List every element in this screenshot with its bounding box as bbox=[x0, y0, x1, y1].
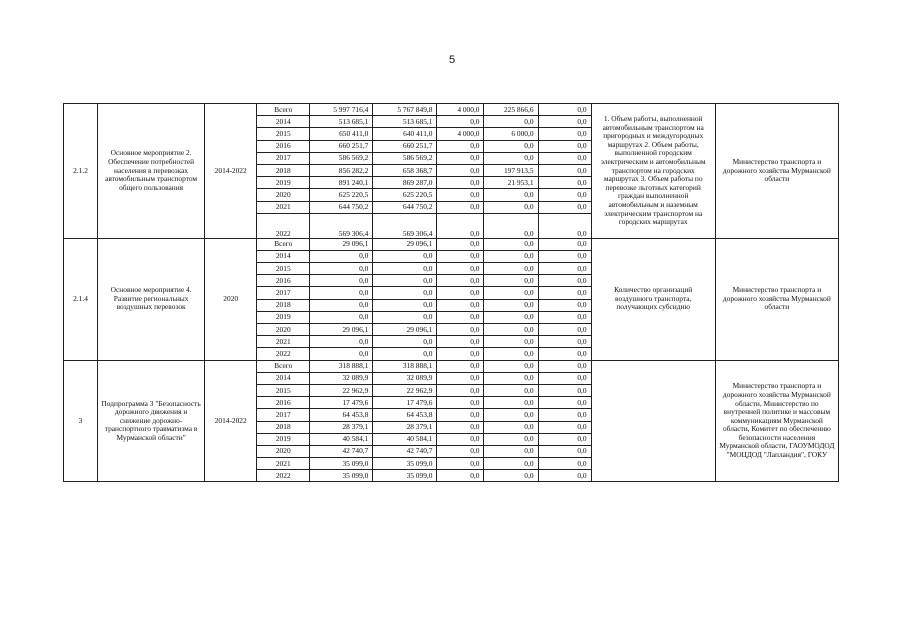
year-cell: 2014 bbox=[257, 116, 310, 128]
amount-cell: 513 685,1 bbox=[310, 116, 373, 128]
amount-cell: 0,0 bbox=[538, 164, 591, 176]
year-cell: 2014 bbox=[257, 250, 310, 262]
amount-cell: 0,0 bbox=[538, 104, 591, 116]
amount-cell: 0,0 bbox=[538, 421, 591, 433]
year-cell: 2015 bbox=[257, 384, 310, 396]
table-row bbox=[64, 104, 839, 116]
amount-cell: 644 750,2 bbox=[310, 201, 373, 213]
page-number: 5 bbox=[448, 54, 456, 66]
amount-cell: 0,0 bbox=[310, 263, 373, 275]
year-cell: 2016 bbox=[257, 397, 310, 409]
amount-cell: 586 569,2 bbox=[373, 152, 437, 164]
amount-cell: 0,0 bbox=[437, 238, 484, 250]
amount-cell: 4 000,0 bbox=[437, 128, 484, 140]
amount-cell: 0,0 bbox=[437, 384, 484, 396]
amount-cell: 28 379,1 bbox=[310, 421, 373, 433]
amount-cell: 0,0 bbox=[437, 324, 484, 336]
amount-cell: 0,0 bbox=[484, 116, 538, 128]
amount-cell: 0,0 bbox=[437, 275, 484, 287]
amount-cell: 0,0 bbox=[484, 433, 538, 445]
amount-cell: 0,0 bbox=[538, 397, 591, 409]
amount-cell: 0,0 bbox=[437, 311, 484, 323]
amount-cell: 0,0 bbox=[437, 348, 484, 360]
amount-cell: 17 479,6 bbox=[310, 397, 373, 409]
year-cell: 2017 bbox=[257, 152, 310, 164]
amount-cell: 0,0 bbox=[373, 348, 437, 360]
program-period-cell: 2014-2022 bbox=[205, 360, 257, 482]
amount-cell: 0,0 bbox=[538, 201, 591, 213]
year-cell: 2016 bbox=[257, 275, 310, 287]
amount-cell: 0,0 bbox=[484, 384, 538, 396]
amount-cell: 660 251,7 bbox=[310, 140, 373, 152]
amount-cell: 0,0 bbox=[437, 116, 484, 128]
amount-cell: 0,0 bbox=[484, 299, 538, 311]
amount-cell: 35 099,0 bbox=[373, 458, 437, 470]
executor-cell: Министерство транспорта и дорожного хозяйства Мурманской области, Министерство по внутренней политике и массовым коммуникациям Мурманской области, Комитет по обеспечению безопасности населения Мурманской области, ГАОУМОДОД "МОЦДОД "Лапландия", ГОКУ bbox=[715, 360, 838, 482]
amount-cell: 0,0 bbox=[538, 189, 591, 201]
executor-cell: Министерство транспорта и дорожного хозяйства Мурманской области bbox=[715, 104, 838, 239]
amount-cell: 64 453,8 bbox=[310, 409, 373, 421]
amount-cell: 0,0 bbox=[484, 213, 538, 238]
amount-cell: 0,0 bbox=[538, 324, 591, 336]
amount-cell: 0,0 bbox=[373, 311, 437, 323]
indicator-cell: 1. Объем работы, выполненной автомобильным транспортом на пригородных и междугородных маршрутах 2. Объем работы, выполненной городским электрическим и автомобильным транспортом на городских маршрутах 3. Объем работы по перевозке льготных категорий граждан выполненной автомобильным и наземным электрическим транспортом на городских маршрутах bbox=[591, 104, 715, 239]
amount-cell: 225 866,6 bbox=[484, 104, 538, 116]
amount-cell: 0,0 bbox=[538, 299, 591, 311]
program-period-cell: 2014-2022 bbox=[205, 104, 257, 239]
amount-cell: 0,0 bbox=[437, 445, 484, 457]
amount-cell: 0,0 bbox=[437, 372, 484, 384]
amount-cell: 32 089,9 bbox=[373, 372, 437, 384]
amount-cell: 0,0 bbox=[437, 458, 484, 470]
amount-cell: 0,0 bbox=[538, 372, 591, 384]
amount-cell: 0,0 bbox=[538, 348, 591, 360]
amount-cell: 0,0 bbox=[437, 201, 484, 213]
amount-cell: 569 306,4 bbox=[373, 213, 437, 238]
year-cell: 2020 bbox=[257, 189, 310, 201]
amount-cell: 0,0 bbox=[484, 360, 538, 372]
amount-cell: 0,0 bbox=[538, 445, 591, 457]
amount-cell: 658 368,7 bbox=[373, 164, 437, 176]
amount-cell: 0,0 bbox=[538, 238, 591, 250]
budget-table bbox=[63, 103, 839, 482]
year-cell: 2022 bbox=[257, 470, 310, 482]
amount-cell: 660 251,7 bbox=[373, 140, 437, 152]
amount-cell: 891 240,1 bbox=[310, 177, 373, 189]
amount-cell: 0,0 bbox=[484, 324, 538, 336]
amount-cell: 0,0 bbox=[373, 287, 437, 299]
amount-cell: 0,0 bbox=[538, 263, 591, 275]
year-cell: 2018 bbox=[257, 164, 310, 176]
amount-cell: 0,0 bbox=[437, 421, 484, 433]
amount-cell: 40 584,1 bbox=[373, 433, 437, 445]
year-cell: 2018 bbox=[257, 421, 310, 433]
amount-cell: 0,0 bbox=[538, 409, 591, 421]
amount-cell: 0,0 bbox=[437, 287, 484, 299]
year-cell: Всего bbox=[257, 238, 310, 250]
program-period-cell: 2020 bbox=[205, 238, 257, 360]
table-row bbox=[64, 360, 839, 372]
amount-cell: 0,0 bbox=[437, 409, 484, 421]
amount-cell: 29 096,1 bbox=[373, 324, 437, 336]
amount-cell: 0,0 bbox=[437, 250, 484, 262]
indicator-cell: Количество организаций воздушного транспорта, получающих субсидию bbox=[591, 238, 715, 360]
amount-cell: 0,0 bbox=[484, 445, 538, 457]
year-cell: 2017 bbox=[257, 409, 310, 421]
amount-cell: 6 000,0 bbox=[484, 128, 538, 140]
amount-cell: 0,0 bbox=[484, 250, 538, 262]
amount-cell: 318 888,1 bbox=[373, 360, 437, 372]
amount-cell: 0,0 bbox=[484, 348, 538, 360]
amount-cell: 0,0 bbox=[538, 470, 591, 482]
amount-cell: 42 740,7 bbox=[373, 445, 437, 457]
amount-cell: 0,0 bbox=[484, 238, 538, 250]
year-cell: 2021 bbox=[257, 458, 310, 470]
amount-cell: 513 685,1 bbox=[373, 116, 437, 128]
amount-cell: 0,0 bbox=[538, 458, 591, 470]
amount-cell: 625 220,5 bbox=[310, 189, 373, 201]
amount-cell: 0,0 bbox=[437, 299, 484, 311]
amount-cell: 0,0 bbox=[310, 336, 373, 348]
amount-cell: 197 913,5 bbox=[484, 164, 538, 176]
program-code-cell: 2.1.2 bbox=[64, 104, 98, 239]
amount-cell: 318 888,1 bbox=[310, 360, 373, 372]
year-cell: 2021 bbox=[257, 336, 310, 348]
program-name-cell: Основное мероприятие 4. Развитие региональных воздушных перевозок bbox=[98, 238, 205, 360]
program-name-cell: Подпрограмма 3 "Безопасность дорожного движения и снижение дорожно-транспортного травматизма в Мурманской области" bbox=[98, 360, 205, 482]
amount-cell: 29 096,1 bbox=[373, 238, 437, 250]
amount-cell: 22 962,9 bbox=[310, 384, 373, 396]
amount-cell: 869 287,0 bbox=[373, 177, 437, 189]
amount-cell: 0,0 bbox=[437, 470, 484, 482]
amount-cell: 0,0 bbox=[437, 189, 484, 201]
year-cell: 2019 bbox=[257, 177, 310, 189]
amount-cell: 0,0 bbox=[484, 397, 538, 409]
amount-cell: 0,0 bbox=[484, 311, 538, 323]
indicator-cell bbox=[591, 360, 715, 482]
amount-cell: 0,0 bbox=[437, 164, 484, 176]
amount-cell: 29 096,1 bbox=[310, 324, 373, 336]
program-code-cell: 2.1.4 bbox=[64, 238, 98, 360]
amount-cell: 0,0 bbox=[538, 116, 591, 128]
amount-cell: 0,0 bbox=[437, 152, 484, 164]
amount-cell: 0,0 bbox=[310, 275, 373, 287]
amount-cell: 4 000,0 bbox=[437, 104, 484, 116]
amount-cell: 22 962,9 bbox=[373, 384, 437, 396]
executor-cell: Министерство транспорта и дорожного хозяйства Мурманской области bbox=[715, 238, 838, 360]
amount-cell: 0,0 bbox=[484, 409, 538, 421]
amount-cell: 0,0 bbox=[484, 263, 538, 275]
amount-cell: 0,0 bbox=[538, 336, 591, 348]
amount-cell: 0,0 bbox=[437, 336, 484, 348]
year-cell: 2020 bbox=[257, 324, 310, 336]
amount-cell: 17 479,6 bbox=[373, 397, 437, 409]
amount-cell: 42 740,7 bbox=[310, 445, 373, 457]
amount-cell: 28 379,1 bbox=[373, 421, 437, 433]
table-row bbox=[64, 238, 839, 250]
amount-cell: 5 767 849,8 bbox=[373, 104, 437, 116]
year-cell: 2019 bbox=[257, 311, 310, 323]
amount-cell: 0,0 bbox=[437, 360, 484, 372]
amount-cell: 0,0 bbox=[538, 384, 591, 396]
amount-cell: 0,0 bbox=[437, 140, 484, 152]
amount-cell: 0,0 bbox=[437, 397, 484, 409]
year-cell: Всего bbox=[257, 104, 310, 116]
amount-cell: 0,0 bbox=[373, 336, 437, 348]
amount-cell: 0,0 bbox=[538, 152, 591, 164]
amount-cell: 0,0 bbox=[484, 275, 538, 287]
amount-cell: 586 569,2 bbox=[310, 152, 373, 164]
amount-cell: 569 306,4 bbox=[310, 213, 373, 238]
amount-cell: 0,0 bbox=[538, 275, 591, 287]
year-cell: 2022 bbox=[257, 348, 310, 360]
amount-cell: 856 282,2 bbox=[310, 164, 373, 176]
amount-cell: 0,0 bbox=[437, 263, 484, 275]
amount-cell: 0,0 bbox=[437, 177, 484, 189]
amount-cell: 0,0 bbox=[484, 189, 538, 201]
amount-cell: 0,0 bbox=[538, 128, 591, 140]
amount-cell: 0,0 bbox=[484, 140, 538, 152]
year-cell: 2022 bbox=[257, 213, 310, 238]
amount-cell: 40 584,1 bbox=[310, 433, 373, 445]
amount-cell: 0,0 bbox=[484, 421, 538, 433]
amount-cell: 0,0 bbox=[484, 152, 538, 164]
amount-cell: 0,0 bbox=[310, 299, 373, 311]
amount-cell: 640 411,0 bbox=[373, 128, 437, 140]
amount-cell: 0,0 bbox=[310, 250, 373, 262]
amount-cell: 0,0 bbox=[484, 470, 538, 482]
year-cell: 2019 bbox=[257, 433, 310, 445]
amount-cell: 0,0 bbox=[484, 287, 538, 299]
amount-cell: 0,0 bbox=[310, 287, 373, 299]
amount-cell: 35 099,0 bbox=[373, 470, 437, 482]
amount-cell: 0,0 bbox=[373, 250, 437, 262]
year-cell: 2021 bbox=[257, 201, 310, 213]
amount-cell: 0,0 bbox=[484, 201, 538, 213]
year-cell: 2018 bbox=[257, 299, 310, 311]
program-code-cell: 3 bbox=[64, 360, 98, 482]
amount-cell: 0,0 bbox=[538, 177, 591, 189]
amount-cell: 0,0 bbox=[538, 213, 591, 238]
amount-cell: 5 997 716,4 bbox=[310, 104, 373, 116]
year-cell: 2015 bbox=[257, 128, 310, 140]
amount-cell: 0,0 bbox=[310, 311, 373, 323]
program-name-cell: Основное мероприятие 2. Обеспечение потребностей населения в перевозках автомобильным транспортом общего пользования bbox=[98, 104, 205, 239]
amount-cell: 0,0 bbox=[437, 213, 484, 238]
amount-cell: 0,0 bbox=[538, 287, 591, 299]
year-cell: Всего bbox=[257, 360, 310, 372]
amount-cell: 0,0 bbox=[538, 250, 591, 262]
amount-cell: 32 089,9 bbox=[310, 372, 373, 384]
amount-cell: 64 453,8 bbox=[373, 409, 437, 421]
amount-cell: 644 750,2 bbox=[373, 201, 437, 213]
amount-cell: 0,0 bbox=[484, 372, 538, 384]
amount-cell: 29 096,1 bbox=[310, 238, 373, 250]
amount-cell: 0,0 bbox=[484, 336, 538, 348]
year-cell: 2015 bbox=[257, 263, 310, 275]
amount-cell: 0,0 bbox=[373, 299, 437, 311]
amount-cell: 0,0 bbox=[538, 140, 591, 152]
year-cell: 2017 bbox=[257, 287, 310, 299]
amount-cell: 0,0 bbox=[538, 360, 591, 372]
year-cell: 2016 bbox=[257, 140, 310, 152]
amount-cell: 35 099,0 bbox=[310, 470, 373, 482]
amount-cell: 0,0 bbox=[538, 433, 591, 445]
amount-cell: 0,0 bbox=[373, 263, 437, 275]
amount-cell: 650 411,0 bbox=[310, 128, 373, 140]
amount-cell: 0,0 bbox=[484, 458, 538, 470]
amount-cell: 35 099,0 bbox=[310, 458, 373, 470]
year-cell: 2020 bbox=[257, 445, 310, 457]
amount-cell: 625 220,5 bbox=[373, 189, 437, 201]
amount-cell: 0,0 bbox=[310, 348, 373, 360]
amount-cell: 0,0 bbox=[373, 275, 437, 287]
amount-cell: 0,0 bbox=[437, 433, 484, 445]
year-cell: 2014 bbox=[257, 372, 310, 384]
amount-cell: 0,0 bbox=[538, 311, 591, 323]
amount-cell: 21 953,1 bbox=[484, 177, 538, 189]
